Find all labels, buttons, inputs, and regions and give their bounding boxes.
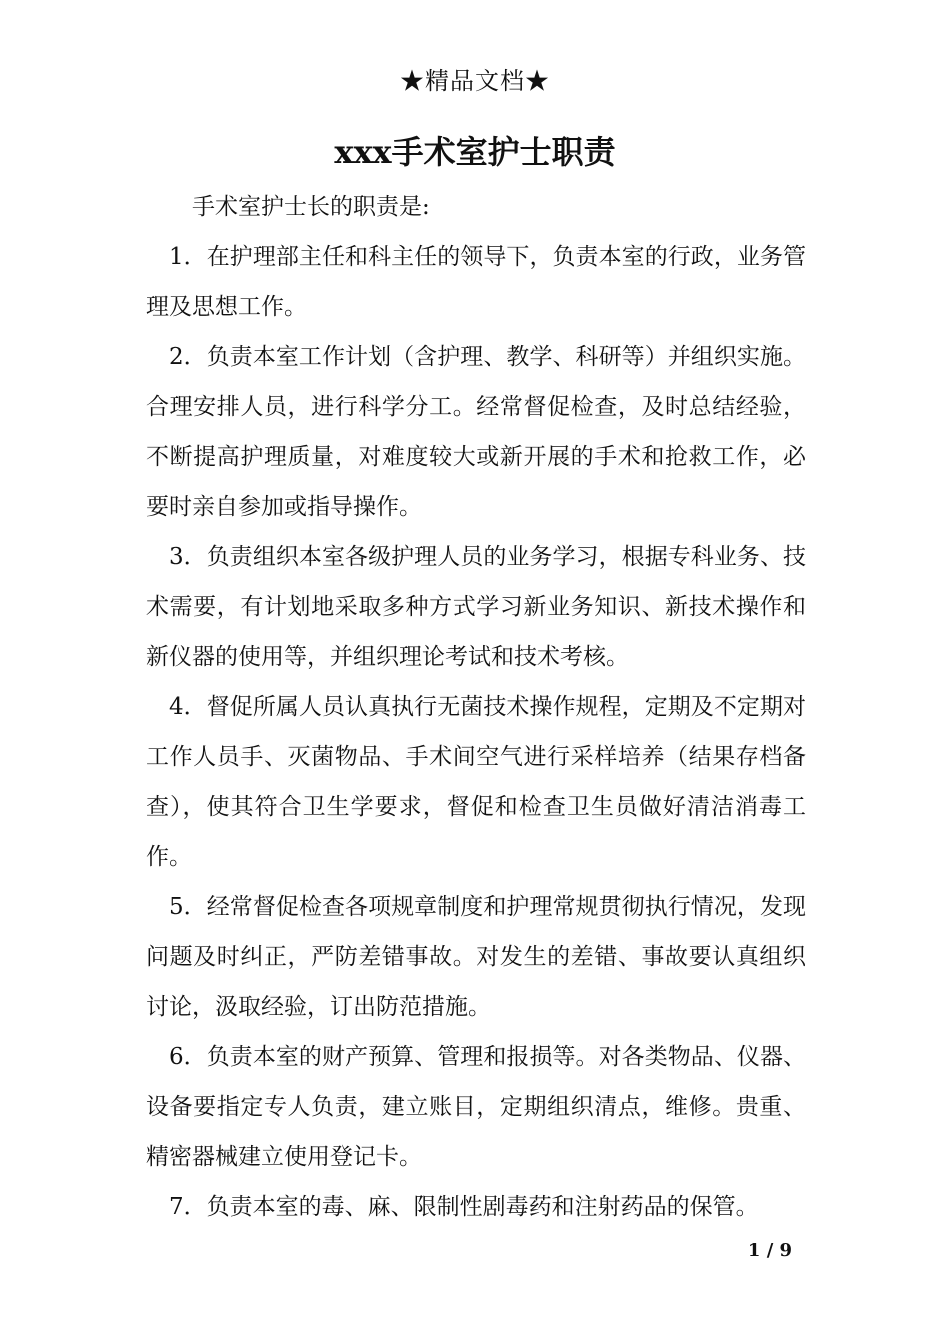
duty-item-1: 1．在护理部主任和科主任的领导下，负责本室的行政，业务管理及思想工作。 xyxy=(146,244,806,320)
duty-item-3: 3．负责组织本室各级护理人员的业务学习，根据专科业务、技术需要，有计划地采取多种方式学习新业务知识、新技术操作和新仪器的使用等，并组织理论考试和技术考核。 xyxy=(146,544,806,670)
duty-item-7: 7．负责本室的毒、麻、限制性剧毒药和注射药品的保管。 xyxy=(169,1194,759,1220)
duty-item-5: 5．经常督促检查各项规章制度和护理常规贯彻执行情况，发现问题及时纠正，严防差错事故。对发生的差错、事故要认真组织讨论，汲取经验，订出防范措施。 xyxy=(146,894,806,1020)
page-number: 1 / 9 xyxy=(747,1240,793,1261)
intro-paragraph: 手术室护士长的职责是: xyxy=(192,194,430,220)
document-title: xxx手术室护士职责 xyxy=(334,133,616,171)
document-body xyxy=(146,182,806,1232)
duty-item-2: 2．负责本室工作计划（含护理、教学、科研等）并组织实施。合理安排人员，进行科学分工。经常督促检查，及时总结经验，不断提高护理质量，对难度较大或新开展的手术和抢救工作，必要时亲自参加或指导操作。 xyxy=(146,344,806,520)
duty-item-6: 6．负责本室的财产预算、管理和报损等。对各类物品、仪器、设备要指定专人负责，建立账目，定期组织清点，维修。贵重、精密器械建立使用登记卡。 xyxy=(146,1044,806,1170)
document-header: ★精品文档★ xyxy=(400,67,550,95)
duty-item-4: 4．督促所属人员认真执行无菌技术操作规程，定期及不定期对工作人员手、灭菌物品、手术间空气进行采样培养（结果存档备查），使其符合卫生学要求，督促和检查卫生员做好清洁消毒工作。 xyxy=(146,694,806,870)
